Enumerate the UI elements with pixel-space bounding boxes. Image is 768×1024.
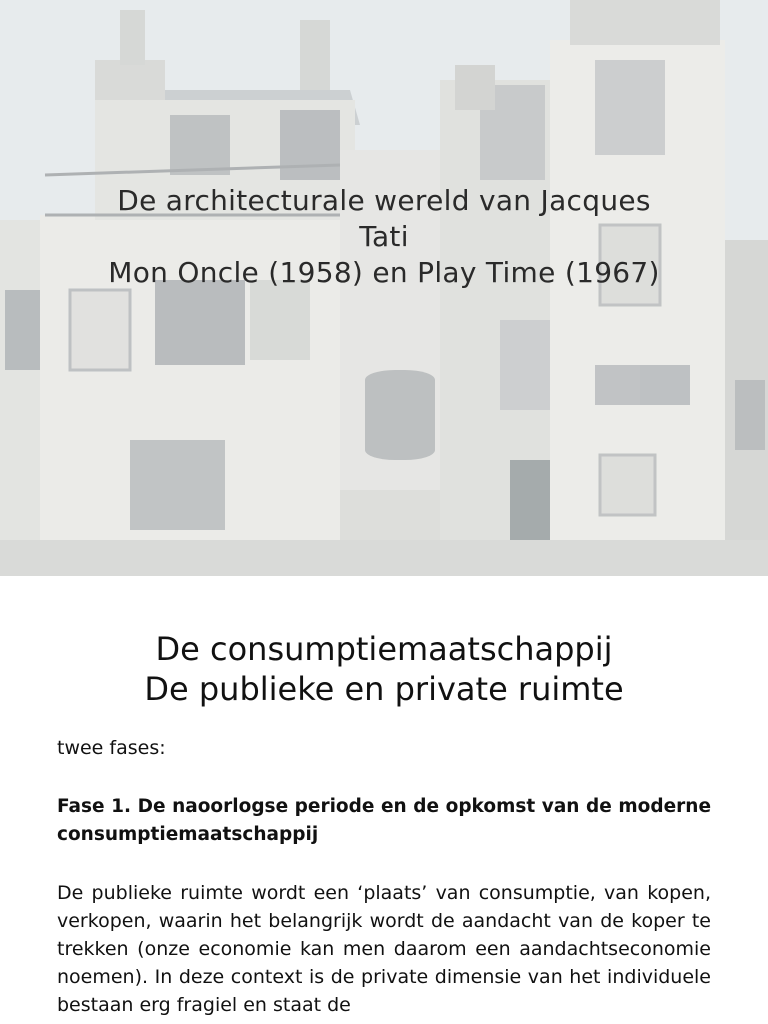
section-title bbox=[0, 629, 768, 709]
phase-heading: Fase 1. De naoorlogse periode en de opkomst van de moderne consumptiemaatschappij bbox=[57, 796, 711, 845]
section-title-line-2: De publieke en private ruimte bbox=[144, 670, 624, 708]
hero-title-line-3: Mon Oncle (1958) en Play Time (1967) bbox=[108, 256, 660, 289]
hero-title-line-1: De architecturale wereld van Jacques bbox=[117, 184, 651, 217]
document-body bbox=[57, 734, 711, 1019]
intro-text: twee fases: bbox=[57, 737, 166, 759]
body-paragraph: De publieke ruimte wordt een ‘plaats’ van consumptie, van kopen, verkopen, waarin het belangrijk wordt de aandacht van de koper te trekken (onze economie kan men daarom een aandachtseconomie noemen). In deze context is de private dimensie van het individuele bestaan erg fragiel en staat de bbox=[57, 882, 711, 1016]
hero-title bbox=[0, 183, 768, 291]
hero-title-line-2: Tati bbox=[359, 220, 409, 253]
section-title-line-1: De consumptiemaatschappij bbox=[155, 630, 613, 668]
